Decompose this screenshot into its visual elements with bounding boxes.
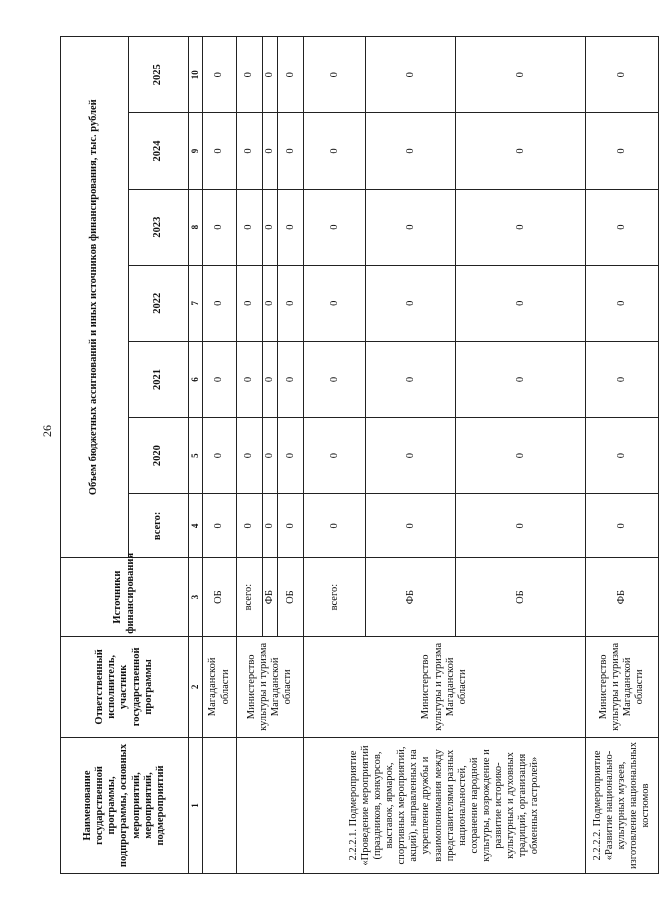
row-name <box>237 737 304 873</box>
row-value: 0 <box>366 265 456 341</box>
row-name: 2.2.2.2. Подмероприятие «Развитие национально-культурных музеев, изготовление национальных костюмов <box>586 737 659 873</box>
row-value: 0 <box>304 341 366 417</box>
header-year: 2024 <box>129 113 189 189</box>
row-value: 0 <box>263 37 278 113</box>
row-value: 0 <box>237 265 263 341</box>
row-value: 0 <box>366 418 456 494</box>
row-value: 0 <box>263 189 278 265</box>
row-value: 0 <box>203 265 237 341</box>
financing-table <box>60 36 659 874</box>
table-row <box>304 37 366 874</box>
row-value: 0 <box>263 265 278 341</box>
table-row <box>586 37 659 874</box>
row-value: 0 <box>203 418 237 494</box>
row-value: 0 <box>366 341 456 417</box>
column-number: 7 <box>189 265 203 341</box>
column-number: 4 <box>189 494 203 558</box>
row-source: ФБ <box>263 558 278 636</box>
row-value: 0 <box>456 113 586 189</box>
row-value: 0 <box>263 418 278 494</box>
row-value: 0 <box>304 113 366 189</box>
row-name: 2.2.2.1. Подмероприятие «Проведение мероприятий (праздников, конкурсов, выставок, ярмарок, спортивных мероприятий, акций), направленных на укрепление дружбы и взаимопонимания между представителями разных национальностей, сохранение народной культуры, возрождение и развитие историко-культурных и духовных традиций, организация обменных гастролей» <box>304 737 586 873</box>
row-value: 0 <box>278 494 304 558</box>
row-value: 0 <box>304 494 366 558</box>
row-value: 0 <box>586 418 659 494</box>
table-row <box>203 37 237 874</box>
header-year: 2021 <box>129 341 189 417</box>
header-year: 2022 <box>129 265 189 341</box>
row-executor: Магаданской области <box>203 636 237 737</box>
header-executor: Ответственный исполнитель, участник государственной программы <box>61 636 189 737</box>
row-value: 0 <box>366 189 456 265</box>
column-number: 8 <box>189 189 203 265</box>
column-number-row <box>189 37 203 874</box>
row-value: 0 <box>203 494 237 558</box>
page-number: 26 <box>40 425 54 437</box>
column-number: 9 <box>189 113 203 189</box>
row-source: ОБ <box>203 558 237 636</box>
row-executor: Министерство культуры и туризма Магаданской области <box>586 636 659 737</box>
row-value: 0 <box>278 113 304 189</box>
row-value: 0 <box>237 189 263 265</box>
header-year: 2023 <box>129 189 189 265</box>
row-value: 0 <box>237 341 263 417</box>
row-value: 0 <box>304 265 366 341</box>
column-number: 1 <box>189 737 203 873</box>
row-value: 0 <box>304 418 366 494</box>
row-value: 0 <box>366 113 456 189</box>
row-value: 0 <box>203 341 237 417</box>
row-value: 0 <box>203 189 237 265</box>
row-value: 0 <box>278 265 304 341</box>
header-year: 2025 <box>129 37 189 113</box>
row-value: 0 <box>586 265 659 341</box>
table-row <box>237 37 263 874</box>
header-name: Наименование государственной программы, подпрограммы, основных мероприятий, мероприятий, подмероприятий <box>61 737 189 873</box>
header-year: 2020 <box>129 418 189 494</box>
row-value: 0 <box>278 418 304 494</box>
header-volume: Объем бюджетных ассигнований и иных источников финансирования, тыс. рублей <box>61 37 129 558</box>
row-source: ФБ <box>586 558 659 636</box>
row-value: 0 <box>586 189 659 265</box>
row-value: 0 <box>456 37 586 113</box>
row-value: 0 <box>263 341 278 417</box>
row-value: 0 <box>456 265 586 341</box>
column-number: 6 <box>189 341 203 417</box>
row-executor: Министерство культуры и туризма Магаданской области <box>237 636 304 737</box>
row-value: 0 <box>278 189 304 265</box>
row-source: ОБ <box>278 558 304 636</box>
row-value: 0 <box>586 341 659 417</box>
row-value: 0 <box>278 341 304 417</box>
row-value: 0 <box>237 494 263 558</box>
row-value: 0 <box>203 113 237 189</box>
row-value: 0 <box>263 494 278 558</box>
row-source: всего: <box>237 558 263 636</box>
row-value: 0 <box>456 494 586 558</box>
row-value: 0 <box>304 37 366 113</box>
header-source: Источники финансирования <box>61 558 189 636</box>
row-value: 0 <box>586 494 659 558</box>
row-value: 0 <box>278 37 304 113</box>
row-source: ОБ <box>456 558 586 636</box>
row-source: всего: <box>304 558 366 636</box>
header-total: всего: <box>129 494 189 558</box>
row-executor: Министерство культуры и туризма Магаданской области <box>304 636 586 737</box>
rotated-table-container <box>60 36 652 874</box>
row-value: 0 <box>586 37 659 113</box>
row-source: ФБ <box>366 558 456 636</box>
column-number: 10 <box>189 37 203 113</box>
row-value: 0 <box>366 37 456 113</box>
row-value: 0 <box>237 37 263 113</box>
row-value: 0 <box>366 494 456 558</box>
column-number: 5 <box>189 418 203 494</box>
column-number: 3 <box>189 558 203 636</box>
row-value: 0 <box>304 189 366 265</box>
row-value: 0 <box>456 418 586 494</box>
row-value: 0 <box>456 341 586 417</box>
row-value: 0 <box>237 113 263 189</box>
row-value: 0 <box>263 113 278 189</box>
row-name <box>203 737 237 873</box>
row-value: 0 <box>237 418 263 494</box>
row-value: 0 <box>586 113 659 189</box>
row-value: 0 <box>456 189 586 265</box>
row-value: 0 <box>203 37 237 113</box>
column-number: 2 <box>189 636 203 737</box>
